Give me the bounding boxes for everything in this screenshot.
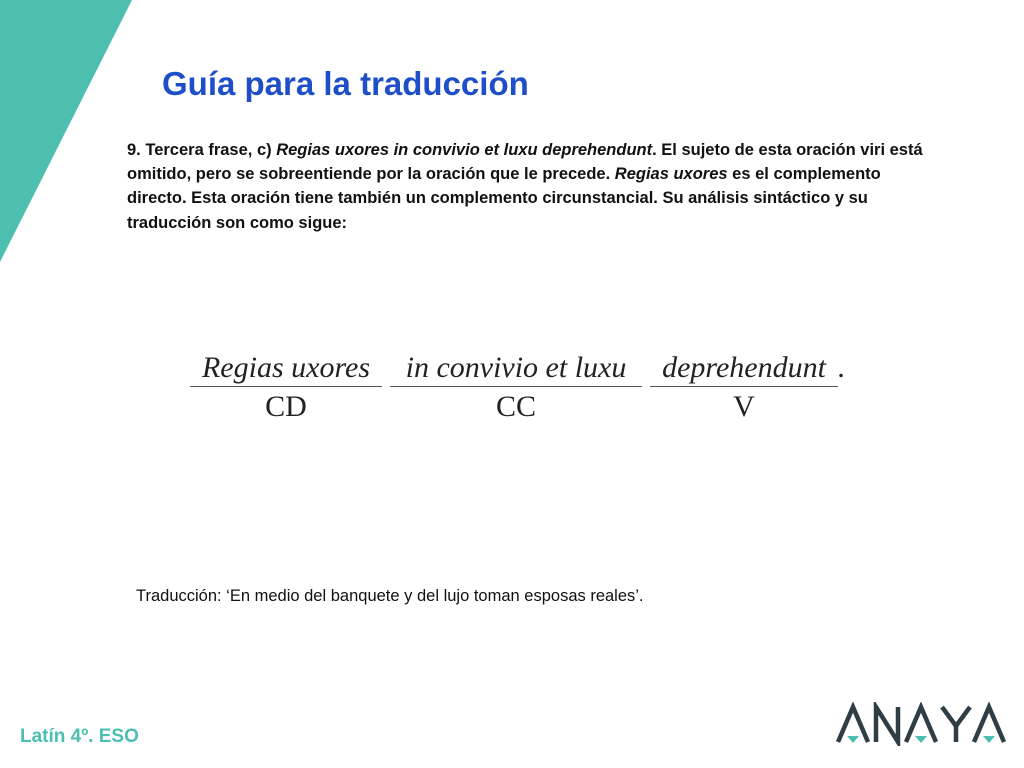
page-title: Guía para la traducción [162,65,529,102]
analysis-tag: V [733,390,755,423]
analysis-segment-cd [190,350,382,425]
analysis-phrase: in convivio et luxu [390,350,642,387]
analysis-tag: CC [495,390,537,423]
analysis-segment-v [650,350,838,425]
analysis-final-punctuation: . [838,351,846,384]
teal-corner-decoration [0,0,140,270]
intro-text-3: es el complemento directo. Esta oración tiene también un complemento circunstancial. Su análisis sintáctico y su traducción son como sigue: [127,165,881,232]
course-footer-label: Latín 4º. ESO [20,726,139,747]
intro-text-1: 9. Tercera frase, c) [127,141,277,159]
intro-text-2: . El sujeto de esta oración viri está omitido, pero se sobreentiende por la oración que le precede. [127,141,923,184]
analysis-segment-cc [390,350,642,425]
analysis-phrase: deprehendunt [650,350,838,387]
direct-object-phrase: Regias uxores [614,165,728,184]
analysis-tag: CD [265,390,307,423]
intro-paragraph [127,138,937,235]
analysis-phrase: Regias uxores [190,350,382,387]
anaya-logo [836,702,1008,746]
translation-text: Traducción: ‘En medio del banquete y del lujo toman esposas reales’. [136,587,644,605]
latin-sentence: Regias uxores in convivio et luxu deprehendunt [276,141,653,159]
